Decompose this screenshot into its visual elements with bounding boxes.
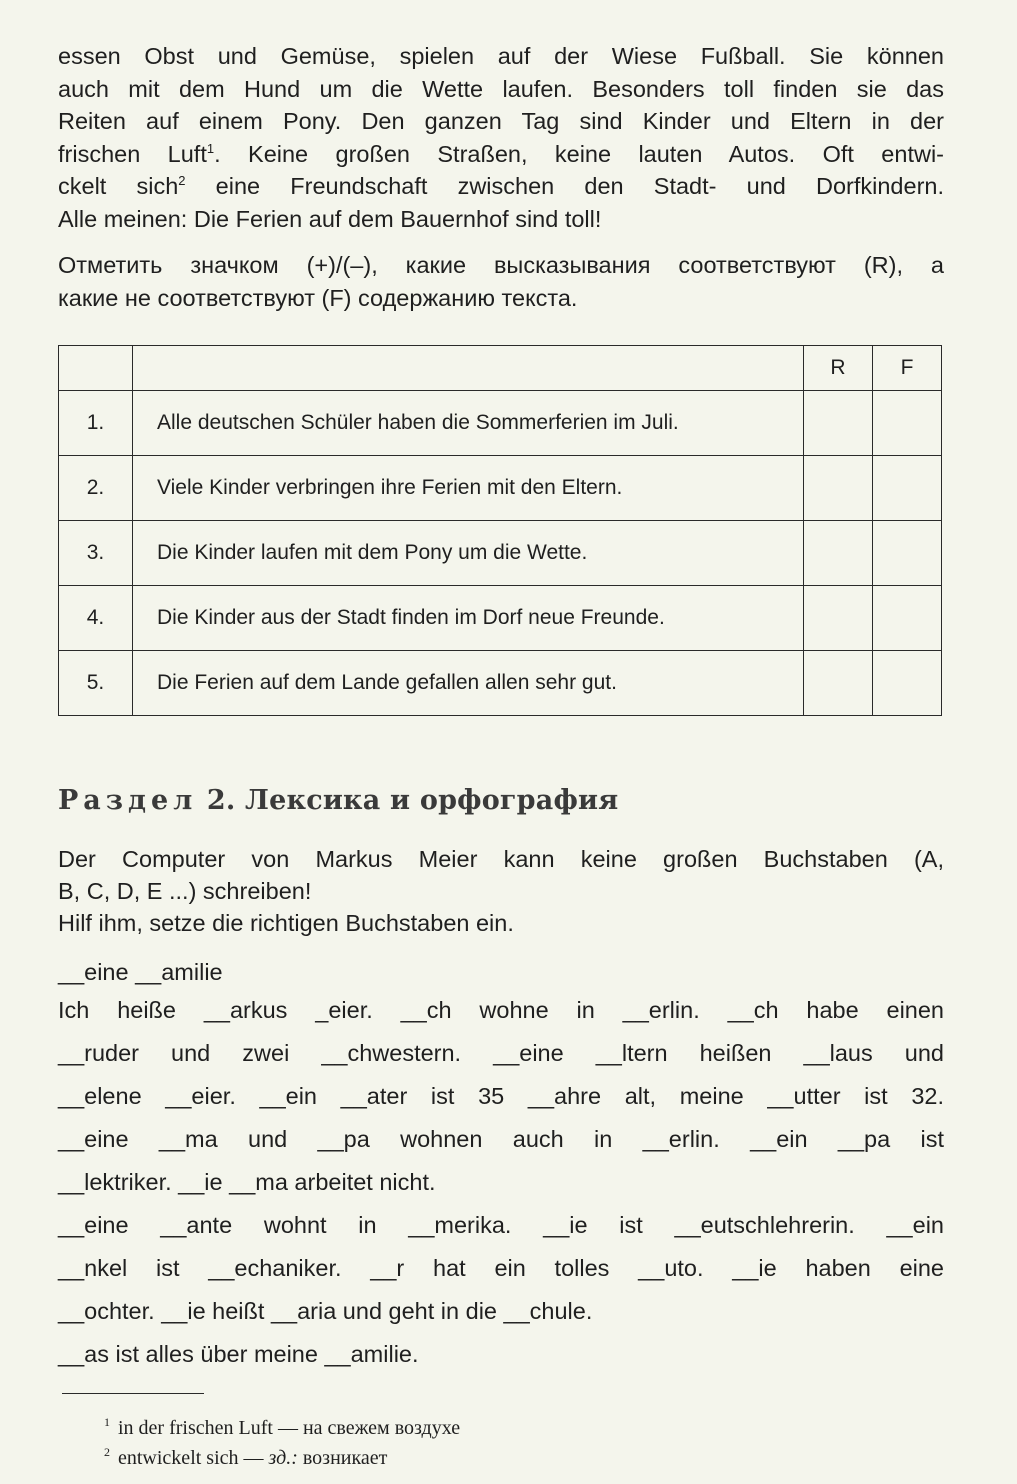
exercise-line: __eine __ma und __pa wohnen auch in __erlin. __ein __pa ist bbox=[58, 1126, 944, 1152]
answer-cell-r[interactable] bbox=[804, 651, 873, 716]
row-number: 2. bbox=[59, 456, 133, 521]
table-header-row bbox=[59, 346, 942, 391]
table-row bbox=[59, 651, 942, 716]
row-number: 5. bbox=[59, 651, 133, 716]
section2-body bbox=[58, 843, 944, 1367]
row-statement: Alle deutschen Schüler haben die Sommerferien im Juli. bbox=[133, 391, 804, 456]
answer-cell-r[interactable] bbox=[804, 586, 873, 651]
table-row bbox=[59, 456, 942, 521]
instruction-line: Отметить значком (+)/(–), какие высказывания соответствуют (R), а bbox=[58, 252, 944, 278]
row-number: 4. bbox=[59, 586, 133, 651]
header-statement bbox=[133, 346, 804, 391]
reading-text bbox=[58, 40, 944, 235]
section2-intro bbox=[58, 843, 944, 939]
task-instruction bbox=[58, 249, 944, 314]
header-num bbox=[59, 346, 133, 391]
exercise-line: __nkel ist __echaniker. __r hat ein tolles __uto. __ie haben eine bbox=[58, 1255, 944, 1281]
exercise-line: __as ist alles über meine __amilie. bbox=[58, 1341, 419, 1367]
footnote-mark: 1 bbox=[206, 140, 215, 156]
row-statement: Die Ferien auf dem Lande gefallen allen sehr gut. bbox=[133, 651, 804, 716]
text-line: auch mit dem Hund um die Wette laufen. Besonders toll finden sie das bbox=[58, 75, 944, 102]
exercise-title: __eine __amilie bbox=[58, 959, 223, 985]
answer-cell-r[interactable] bbox=[804, 456, 873, 521]
answer-cell-f[interactable] bbox=[873, 521, 942, 586]
row-statement: Die Kinder laufen mit dem Pony um die Wette. bbox=[133, 521, 804, 586]
text-line: ckelt sich$^2$ eine Freundschaft zwischen den Stadt- und Dorfkindern. bbox=[58, 173, 944, 199]
row-number: 3. bbox=[59, 521, 133, 586]
row-statement: Viele Kinder verbringen ihre Ferien mit den Eltern. bbox=[133, 456, 804, 521]
footnotes bbox=[104, 1413, 460, 1473]
intro-line: B, C, D, E ...) schreiben! bbox=[58, 878, 312, 904]
answer-cell-f[interactable] bbox=[873, 456, 942, 521]
exercise-line: __lektriker. __ie __ma arbeitet nicht. bbox=[58, 1169, 436, 1195]
row-number: 1. bbox=[59, 391, 133, 456]
answer-cell-r[interactable] bbox=[804, 391, 873, 456]
text-line: Alle meinen: Die Ferien auf dem Bauernhof sind toll! bbox=[58, 205, 602, 232]
instruction-line: какие не соответствуют (F) содержанию текста. bbox=[58, 284, 578, 311]
footnote-2: $^2$ entwickelt sich — зд.: возникает bbox=[104, 1445, 388, 1469]
intro-line: Der Computer von Markus Meier kann keine großen Buchstaben (A, bbox=[58, 846, 944, 872]
text-line: frischen Luft$^1$. Keine großen Straßen, keine lauten Autos. Oft entwi- bbox=[58, 140, 944, 167]
answer-cell-f[interactable] bbox=[873, 651, 942, 716]
exercise-line: Ich heiße __arkus _eier. __ch wohne in __erlin. __ch habe einen bbox=[58, 997, 944, 1023]
exercise-line: __eine __ante wohnt in __merika. __ie ist __eutschlehrerin. __ein bbox=[58, 1212, 944, 1238]
row-statement: Die Kinder aus der Stadt finden im Dorf neue Freunde. bbox=[133, 586, 804, 651]
table-row bbox=[59, 391, 942, 456]
footnote-mark: 2 bbox=[178, 173, 186, 189]
answer-cell-f[interactable] bbox=[873, 391, 942, 456]
exercise-line: __ruder und zwei __chwestern. __eine __ltern heißen __laus und bbox=[58, 1040, 944, 1066]
header-f: F bbox=[873, 346, 942, 391]
true-false-table bbox=[58, 345, 942, 716]
header-r: R bbox=[804, 346, 873, 391]
text-line: Reiten auf einem Pony. Den ganzen Tag sind Kinder und Eltern in der bbox=[58, 108, 944, 134]
exercise-line: __elene __eier. __ein __ater ist 35 __ahre alt, meine __utter ist 32. bbox=[58, 1083, 944, 1109]
table-row bbox=[59, 586, 942, 651]
section-heading: Раздел 2. Лексика и орфография bbox=[58, 785, 619, 816]
footnote-divider bbox=[62, 1393, 204, 1394]
table-row bbox=[59, 521, 942, 586]
footnote-1: $^1$ in der frischen Luft — на свежем воздухе bbox=[104, 1415, 461, 1439]
intro-line: Hilf ihm, setze die richtigen Buchstaben ein. bbox=[58, 910, 514, 936]
answer-cell-f[interactable] bbox=[873, 586, 942, 651]
exercise-line: __ochter. __ie heißt __aria und geht in die __chule. bbox=[58, 1298, 593, 1324]
answer-cell-r[interactable] bbox=[804, 521, 873, 586]
text-line: essen Obst und Gemüse, spielen auf der Wiese Fußball. Sie können bbox=[58, 43, 944, 69]
worksheet-page bbox=[58, 40, 944, 1367]
